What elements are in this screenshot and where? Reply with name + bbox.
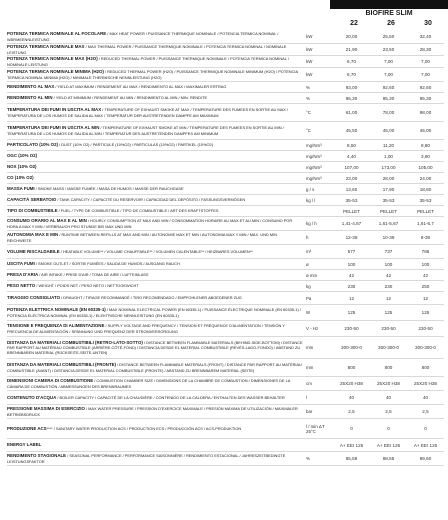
row-label (7, 406, 303, 416)
row-value: 2,5 (422, 409, 429, 414)
row-value: 1,61-6,7 (417, 221, 434, 226)
row-label (7, 56, 303, 66)
row-label (7, 218, 303, 228)
row-value: 40 (385, 395, 392, 400)
row-value: 98,00 (419, 110, 432, 115)
row-label-bold: USCITA FUMI (7, 261, 35, 267)
row-value: 23,00 (345, 175, 358, 181)
table-row (7, 337, 444, 359)
row-value: 12 (385, 295, 392, 301)
row-value: 40 (348, 395, 355, 400)
table-row (7, 93, 444, 104)
row-value: 28,00 (382, 175, 395, 181)
row-value: 105,00 (418, 164, 433, 170)
row-value: 7,00 (421, 72, 430, 77)
row-label-bold: CO (10% O2) (7, 175, 34, 181)
row-value: 0 (387, 426, 390, 431)
row-label-detail: / YIELD AT MINIMUM / RENDEMENT AU MIN / RENDIMIENTO AL MIN / MIN. RENDITE (52, 95, 208, 101)
table-row (7, 245, 444, 259)
row-label-detail: / SMOKE MASS / MASSE FUMÉE / MASA DE HUMOS / MASSE DER RAUCHGASE (34, 186, 184, 192)
row-label-detail: / DISTANCE BETWEEN FLAMMABLE MATERIALS (FRONT) / DISTANCE PAR RAPPORT AU MATÉRIAU COMBUSTIBLE (AVANT) / DISTANCIA DESDE EL MATERIAL COMBUSTIBLE (FRONTE) / ABSTAND ZU BRENNBAREM MATERIAL (SEITE) (7, 362, 302, 373)
row-unit: W (306, 310, 311, 315)
row-label-bold: OGC (10% O2) (7, 153, 38, 159)
row-unit: kg (306, 283, 311, 289)
table-row (7, 439, 444, 452)
row-label (7, 295, 303, 300)
row-label (7, 186, 303, 191)
row-label-bold: MASSA FUMI (7, 186, 35, 192)
row-label (7, 232, 303, 242)
row-label (7, 44, 303, 54)
row-label-bold: TENSIONE E FREQUENZA DI ALIMENTAZIONE (7, 323, 105, 329)
table-row (7, 162, 444, 173)
row-label-detail: / MAX THERMAL POWER / PUISSANCE THERMIQUE NOMINALE / POTENCIA TERMICA NOMINAL / NOMINALE LEISTUNG (7, 44, 287, 55)
row-label-detail: / SUPPLY VOLTAGE AND FREQUENCY / TENSION ET FRÉQUENCE D'ALIMENTATION / TENSIÓN Y FRECUENCIA DE ALIMENTACIÓN / SPANNUNG UND FREQUENZ DER STROMVERSORGUNG (7, 323, 285, 334)
table-row (7, 56, 444, 68)
row-value: 78,00 (382, 110, 395, 115)
row-label (7, 142, 303, 147)
row-label-detail: / YIELD AT MAXIMUM / RENDEMENT AU MAX / RENDIMIENTO AL MAX / MAXIMALER ERTRAG (54, 84, 227, 90)
row-label-bold: TIPO DI COMBUSTIBILE (7, 208, 58, 214)
row-label-bold: POTENZA TERMICA NOMINALE MINIMA (H2O) (7, 69, 104, 75)
table-row (7, 184, 444, 195)
row-label-bold: PESO NETTO (7, 283, 36, 289)
row-label-detail: / SEASONAL PERFORMANCE / PERFORMANCE SAISONNIÈRE / RENDIMIENTO ESTACIONAL / JAHRESZEITBEDINGTE LEISTUNGSFAKTOR (7, 453, 286, 464)
row-value: 12 (422, 295, 429, 301)
table-row (7, 452, 444, 466)
row-value: 8-39 (420, 235, 431, 240)
row-label-bold: AUTONOMIA MAX E MIN (7, 232, 59, 238)
row-label (7, 208, 303, 213)
row-label-bold: RENDIMENTO STAGIONALE (7, 453, 67, 459)
row-label (7, 323, 303, 333)
row-label-detail: / BOILER CAPACITY / CAPACITÉ DE LA CHAUDIÈRE / CONTENIDO DE LA CALDERA / ENTHALTEN DES WASSER BEHÄLTER (56, 394, 285, 400)
row-label-bold: TEMPERATURA DEI FUMI IN USCITA AL MIN (7, 125, 100, 131)
row-unit: % (306, 456, 310, 461)
row-unit: bar (306, 409, 313, 414)
row-label (7, 453, 303, 463)
row-value: 95,30 (345, 95, 358, 101)
row-label-detail: / MAX WATER PRESSURE / PRESSION D'EXERCICE MAXIMALE / PRESIÓN MÁXIMA DE UTILIZACIÓN / MAXIMALER BETRIEBSDRUCK (7, 406, 298, 417)
row-unit: % (306, 84, 310, 90)
row-value: 28,30 (419, 47, 432, 52)
row-value: 100 (347, 261, 356, 267)
table-row (7, 231, 444, 245)
row-value: 92,60 (382, 84, 395, 90)
row-value: 300-300-0 (341, 345, 362, 350)
row-value: PELLET (379, 208, 398, 214)
row-value: 12 (348, 295, 355, 301)
row-value: 11,20 (382, 142, 395, 148)
row-unit: kg / h (306, 221, 317, 226)
row-value: 40 (422, 395, 429, 400)
row-label-detail: / TEMPERATURE OF EXHAUST SMOKE AT MIN / TEMPERATURE DES FUMEES EN SORTIE AU MIN / TEMPERATURA DE LOS HUMOS DE SALIDA AL MIN / TEMPERATUR DES AUSTRETENDEN DAMPFES AM MINIMUM (7, 125, 284, 136)
row-value: 89,60 (419, 456, 432, 461)
row-unit: kW (306, 72, 313, 77)
row-value: 230-50 (418, 326, 433, 331)
column-26: 26 (387, 20, 395, 27)
table-row (7, 391, 444, 405)
row-value: 20,00 (345, 34, 358, 39)
row-label-detail: / FUEL / TYPE DE COMBUSTIBLE / TIPO DE COMBUSTIBLE / ART DES KRAFTSTOFFES (57, 208, 219, 214)
row-value: 45,50 (345, 128, 358, 133)
row-label-detail: **** / SANITARY WATER PRODUCTION ACS / PRODUCTION ECS / PRODUCCIÓN ACS / ACS-PRODUKTION (46, 425, 242, 431)
row-label (7, 362, 303, 372)
row-value: 21,90 (345, 47, 358, 52)
row-label (7, 197, 303, 202)
row-unit: mm (306, 345, 314, 350)
row-label-detail: / AIR INTAKE / PRISE D'AIR / TOMA DE AIRE / LUFTEINLASS (38, 272, 149, 278)
row-value: 95,30 (382, 95, 395, 101)
row-value: 800 (384, 365, 393, 370)
row-label (7, 426, 303, 431)
table-row (7, 259, 444, 270)
table-row (7, 377, 444, 391)
table-row (7, 270, 444, 281)
row-value: 61,00 (345, 110, 358, 115)
row-value: 13,60 (345, 186, 358, 192)
row-unit: l / min ΔT 25°C (306, 423, 325, 434)
row-value: 8,50 (347, 142, 356, 148)
table-row (7, 292, 444, 305)
row-unit: h (306, 235, 309, 240)
row-value: 35-53 (382, 197, 395, 203)
row-value: 45,00 (419, 128, 432, 133)
row-label (7, 340, 303, 356)
row-value: 42 (348, 272, 355, 278)
row-value: 85,58 (345, 456, 358, 461)
row-value: 577 (347, 249, 356, 254)
row-label-bold: NOX (10% O2) (7, 164, 37, 170)
row-label-detail: / WEIGHT / POIDS NET / PESO NETO / NETTOGEWICHT (35, 283, 139, 289)
row-value: 10-39 (382, 235, 395, 240)
table-row (7, 104, 444, 122)
row-value: 18,80 (419, 186, 432, 192)
row-label-detail: / REDUCED THERMAL POWER / PUISSANCE THERMIQUE NOMINALE / POTENCIA TERMICA NOMINAL / NOMINALE LEISTUNG (7, 56, 289, 67)
row-label-bold: RENDIMENTO AL MAX (7, 84, 55, 90)
table-row (7, 140, 444, 151)
row-label-detail: / TEMPERATURE OF EXHAUST SMOKE AT MAX / TEMPERATURE DES FUMEES EN SORTIE AU MAX / TEMPERATURA DE LOS HUMOS DE SALIDA AL MAX / TEMPERATUR DER AUSTRETENDEN DAMPFE AM MAXIMUM (7, 107, 289, 118)
row-value: 800 (347, 365, 356, 370)
row-value: 23,50 (382, 47, 395, 52)
row-label-bold: PRODUZIONE ACS (7, 425, 47, 431)
table-row (7, 173, 444, 184)
row-label (7, 249, 303, 254)
row-value: 25X20 H38 (414, 381, 437, 386)
row-value: A+ EEI 125 (413, 442, 438, 448)
row-unit: °C (306, 128, 311, 133)
row-value: 25,50 (382, 34, 395, 39)
row-label (7, 153, 303, 158)
row-unit: m³ (306, 249, 312, 254)
row-value: 1,61-5,67 (378, 221, 399, 226)
row-value: 800 (421, 365, 430, 370)
row-value: 100 (384, 261, 393, 267)
row-label-detail: / MAX HEAT POWER / PUISSANCE THERMIQUE NOMINALE / POTENCIA TERMICA NOMINAL / WÄRMEENNLEISTUNG (7, 31, 279, 42)
row-label-bold: PARTICOLATO (10% O2) (7, 142, 58, 148)
row-label-bold: TIRAGGIO CONSIGLIATO (7, 295, 61, 301)
row-unit: Pa (306, 295, 312, 301)
row-value: 300-300-0 (415, 345, 436, 350)
row-label-bold: RENDIMENTO AL MIN (7, 95, 53, 101)
row-value: 25X20 H38 (377, 381, 400, 386)
table-row (7, 122, 444, 140)
row-unit: mm (306, 365, 314, 370)
row-value: 300-300-0 (378, 345, 399, 350)
table-row (7, 405, 444, 419)
row-value: 95,30 (419, 95, 432, 101)
row-value: 25X20 H38 (340, 381, 363, 386)
row-unit: kg / l (306, 197, 316, 203)
table-row (7, 195, 444, 206)
row-value: 42 (385, 272, 392, 278)
row-label-detail: / DISTANCE BETWEEN FLAMMABLE MATERIALS (BEHIND-SIDE-BOTTOM) / DISTANCE PAR RAPPORT AU MATÉRIAU COMBUSTIBLE (ARRIÈRE-CÔTÉ-FOND) / DISTANCIA DESDE EL MATERIAL COMBUSTIBLE (REVÉS-LADO-FONDO) / ABSTAND ZU BRENNBAREN MATERIAL (RÜCKSEITE-SEITE-UNTEN) (7, 339, 303, 356)
row-unit: l (306, 395, 307, 400)
row-value: 250 (421, 283, 430, 289)
row-label (7, 31, 303, 41)
row-value: 88,55 (382, 456, 395, 461)
row-value: 7,00 (384, 72, 393, 77)
table-row (7, 68, 444, 82)
column-30: 30 (424, 20, 432, 27)
row-value: 3,90 (421, 153, 430, 159)
row-unit: mg/Nm³ (306, 164, 322, 170)
row-label-bold: CAPACITÀ SERBATOIO (7, 197, 57, 203)
row-value: 107,00 (344, 164, 359, 170)
row-value: 6,70 (347, 72, 356, 77)
row-value: 125 (421, 310, 430, 315)
row-label-bold: PRESA D'ARIA (7, 272, 39, 278)
row-value: A+ EEI 125 (339, 442, 364, 448)
row-label (7, 307, 303, 317)
row-value: 100 (421, 261, 430, 267)
row-label (7, 69, 303, 79)
row-label (7, 175, 303, 180)
row-value: 786 (421, 249, 430, 254)
row-label-detail: / RUNTIME BETWEEN REFILLS AT MAX AND MIN / AUTONOMIE MAX ET MIN / AUTONOMIA MAX Y MIN / MAX. UND MIN. REICHWEITE (7, 232, 279, 243)
row-label-bold: DISTANZA DA MATERIALI COMBUSTIBILI (RETRO-LATO-SOTTO) (7, 339, 143, 345)
row-label-detail: / DRAUGHT / TIRAGE RECOMMANDÉ / TIRO RECOMENDADO / EMPFOHLENER ABGEDENER ZUG (60, 295, 242, 301)
row-unit: kW (306, 47, 313, 52)
row-label-bold: POTENZA TERMICA NOMINALE MAX (7, 44, 85, 50)
row-unit: ø (306, 261, 309, 267)
row-unit: °C (306, 110, 311, 115)
row-label-detail: / COMBUSTION CHAMBER SIZE / DIMENSIONS DE LA CHAMBRE DE COMBUSTION / DIMENSIONES DE LA CÁMARA DE COMBUSTIÓN / ABMESSUNGEN DES BRENNRAUMES (7, 378, 291, 389)
row-label-bold: POTENZA ELETTRICA NOMINALE (EN 60335-1) (7, 307, 106, 313)
row-value: 42 (422, 272, 429, 278)
row-label-detail: / DUST (10% O2) / PARTICULE (10%O2) / PARTICULAS (10%O2) / PARTIKEL (10%O2) (57, 142, 214, 148)
row-label-bold: PRESSIONE MASSIMA DI ESERCIZIO (7, 406, 85, 412)
row-label-detail: / TANK CAPACITY / CAPACITÉ DU RESERVOIR / CAPACIDAD DEL DEPÓSITO / FASSUNGSVERMÖGEN (56, 197, 246, 203)
row-unit: mg/Nm³ (306, 153, 322, 159)
row-value: 173,00 (381, 164, 396, 170)
row-value: 125 (384, 310, 393, 315)
row-unit: kW (306, 34, 313, 39)
row-value: 35-53 (419, 197, 432, 203)
row-value: 0 (424, 426, 427, 431)
row-label-bold: POTENZA TERMICA NOMINALE MAX (H2O) (7, 56, 98, 62)
row-unit: V - Hz (306, 326, 319, 331)
row-label-bold: DISTANZA DA MATERIALI COMBUSTIBILI (FRONTE) (7, 362, 117, 368)
row-unit: mg/Nm³ (306, 142, 322, 148)
table-row (7, 359, 444, 377)
row-label-detail: / MAX NOMINAL ELECTRICAL POWER (EN 60335-1) / PUISSANCE ÉLECTRIQUE NOMINALE (EN 60335-1) / POTENCIA ELÉCTRICA NOMINAL (EN 60335-1) / ELEKTRISCHE NENNLEISTUNG (EN 60335-1) (7, 307, 301, 318)
row-value: 8,80 (421, 142, 430, 148)
model-title: BIOFIRE SLIM (365, 10, 413, 17)
row-value: A+ EEI 125 (376, 442, 401, 448)
row-label-bold: TEMPERATURA DEI FUMI IN USCITA AL MAX (7, 107, 102, 113)
row-value: 230-50 (381, 326, 396, 331)
row-unit: kW (306, 59, 313, 64)
row-unit: g / s (306, 186, 315, 192)
row-value: 2,5 (348, 409, 355, 414)
row-label (7, 272, 303, 277)
table-row (7, 217, 444, 231)
row-value: 230 (347, 283, 356, 289)
row-value: 737 (384, 249, 393, 254)
row-value: 230 (384, 283, 393, 289)
table-row (7, 281, 444, 292)
row-value: 4,40 (347, 153, 356, 159)
row-value: 1,41-4,67 (341, 221, 362, 226)
row-value: 92,60 (419, 84, 432, 90)
row-label-bold: CONSUMO ORARIO AL MAX E AL MIN (7, 218, 87, 224)
row-value: 6,70 (347, 59, 356, 64)
row-value: 7,00 (421, 59, 430, 64)
row-unit: cm (306, 381, 312, 386)
row-label (7, 107, 303, 117)
row-label-bold: POTENZA TERMICA NOMINALE AL FOCOLARE (7, 31, 107, 37)
row-label (7, 95, 303, 100)
row-label (7, 283, 303, 288)
row-label (7, 378, 303, 388)
row-label-bold: CONTENUTO D'ACQUA (7, 394, 57, 400)
row-value: 93,00 (345, 84, 358, 90)
row-value: 125 (347, 310, 356, 315)
row-label-detail: / REDUCED THERMAL POWER (H2O) / PUISSANCE THERMIQUE NOMINALE MINIMUM (H2O) / POTENCIA TERMICA NOMINAL MINIMA (H2O) / MINIMALE THERMISCHE NENNLEISTUNG (H2O) (7, 69, 298, 80)
row-value: 1,00 (384, 153, 393, 159)
row-value: 35-53 (345, 197, 358, 203)
table-row (7, 419, 444, 439)
column-22: 22 (350, 20, 358, 27)
row-label (7, 84, 303, 89)
table-row (7, 30, 444, 44)
row-label (7, 261, 303, 266)
table-row (7, 321, 444, 337)
row-label (7, 164, 303, 169)
row-label-detail: / HOURLY CONSUMPTION AT MAX AND MIN / CONSOMMATION HORAIRE AU MAX ET AU MIN / CONSUMO POR HORA A MAX Y MIN / VERBRAUCH PRO STUNDE BEI MAX UND MIN (7, 218, 293, 229)
row-label-bold: VOLUME RISCALDABILE (7, 248, 60, 254)
row-value: 7,00 (384, 59, 393, 64)
row-label-detail: / HEATABLE VOLUME** / VOLUME CHAUFFABLE** / VOLUMEN CALENTABLE** / HEIZBARES VOLUMEN** (59, 248, 253, 254)
row-value: 12-39 (345, 235, 358, 240)
row-value: 24,00 (419, 175, 432, 181)
row-label-bold: ENERGY LABEL (7, 442, 42, 448)
row-value: 17,90 (382, 186, 395, 192)
row-value: 45,00 (382, 128, 395, 133)
row-unit: ø mm (306, 272, 318, 278)
table-row (7, 44, 444, 56)
row-label-detail: / SMOKE OUTLET / SORTIE FUMÉES / SALIDA DE HUMOS / AUSGANG RAUCH (34, 261, 180, 267)
row-value: 2,5 (385, 409, 392, 414)
table-row (7, 151, 444, 162)
row-unit: % (306, 95, 310, 101)
table-row (7, 206, 444, 217)
row-value: PELLET (416, 208, 435, 214)
row-unit: mg/Nm³ (306, 175, 322, 181)
row-value: 0 (350, 426, 353, 431)
row-label (7, 442, 303, 447)
table-row (7, 305, 444, 321)
row-label-bold: DIMENSIONI CAMERA DI COMBUSTIONE (7, 378, 94, 384)
row-value: PELLET (342, 208, 361, 214)
row-label (7, 395, 303, 400)
header-bar (330, 0, 448, 9)
row-label (7, 125, 303, 135)
row-value: 32,40 (419, 34, 432, 39)
table-row (7, 82, 444, 93)
row-value: 230-50 (344, 326, 359, 331)
